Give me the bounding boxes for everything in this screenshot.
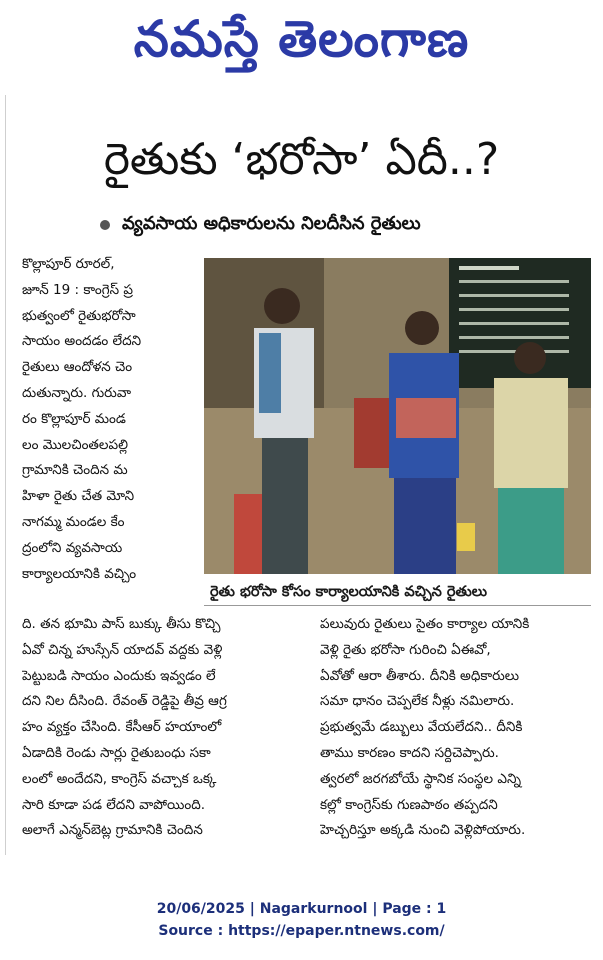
- page-footer: [0, 898, 603, 942]
- text-line: జూన్ 19 : కాంగ్రెస్ ప్ర: [22, 281, 133, 298]
- footer-date-edition: 20/06/2025 | Nagarkurnool | Page : 1: [156, 901, 447, 917]
- article-headline: రైతుకు ‘భరోసా’ ఏదీ..?: [103, 134, 500, 185]
- masthead: [0, 0, 603, 80]
- text-line: ది. తన భూమి పాస్ బుక్కు తీసు కొచ్చి: [22, 616, 221, 632]
- text-line: సమా ధానం చెప్పలేక నీళ్లు నమిలారు.: [320, 693, 515, 710]
- text-line: రైతులు ఆందోళన చెం: [22, 359, 133, 376]
- article-bottom-right-column: [320, 612, 596, 844]
- text-line: భుత్వంలో రైతుభరోసా: [22, 307, 136, 324]
- text-line: కార్యాలయానికి వచ్చిం: [22, 565, 137, 582]
- text-line: హెచ్చరిస్తూ అక్కడి నుంచి వెళ్లిపోయారు.: [320, 822, 526, 839]
- photo-caption: రైతు భరోసా కోసం కార్యాలయానికి వచ్చిన రైతులు: [204, 578, 591, 606]
- text-line: త్వరలో జరగబోయే స్థానిక సంస్థల ఎన్ని: [320, 770, 522, 787]
- article-left-column: [22, 252, 192, 587]
- text-line: లం మొలచింతలపల్లి: [22, 436, 128, 453]
- text-line: వెళ్లి రైతు భరోసా గురించి ఏఈవో,: [320, 641, 491, 658]
- text-line: కొల్లాపూర్ రూరల్,: [22, 256, 115, 272]
- text-line: నాగమ్మ మండల కేం: [22, 513, 125, 530]
- text-line: సారి కూడా పడ లేదని వాపోయింది.: [22, 796, 206, 813]
- subheadline-text: వ్యవసాయ అధికారులను నిలదీసిన రైతులు: [122, 212, 421, 234]
- text-line: రం కొల్లాపూర్ మండ: [22, 410, 126, 427]
- article-photo: [204, 258, 591, 574]
- page-edge-rule: [5, 95, 6, 855]
- article-bottom-left-column: [22, 612, 304, 844]
- text-line: లంలో అందేదని, కాంగ్రెస్ వచ్చాక ఒక్క: [22, 770, 217, 787]
- text-line: దుతున్నారు. గురువా: [22, 384, 131, 401]
- text-line: సాయం అందడం లేదని: [22, 333, 142, 350]
- text-line: పలువురు రైతులు సైతం కార్యాల యానికి: [320, 616, 530, 632]
- text-line: ఏవో చిన్న హుస్సేన్ యాదవ్ వద్దకు వెళ్లి: [22, 641, 223, 658]
- text-line: ఏవోతో ఆరా తీశారు. దీనికి అధికారులు: [320, 667, 520, 684]
- bullet-icon: [100, 220, 110, 230]
- footer-source-link[interactable]: Source : https://epaper.ntnews.com/: [158, 923, 445, 939]
- text-line: గ్రామానికి చెందిన మ: [22, 462, 128, 479]
- text-line: పెట్టుబడి సాయం ఎందుకు ఇవ్వడం లే: [22, 667, 216, 684]
- article-subheadline: [100, 210, 421, 240]
- text-line: హిళా రైతు చేత మోని: [22, 488, 135, 505]
- text-line: హం వ్యక్తం చేసింది. కేసీఆర్ హయాంలో: [22, 719, 222, 736]
- farmers-photo-illustration: [204, 258, 591, 574]
- text-line: అలాగే ఎన్మన్‌బెట్ల గ్రామానికి చెందిన: [22, 822, 203, 839]
- text-line: ద్రంలోని వ్యవసాయ: [22, 539, 123, 556]
- text-line: తాము కారణం కాదని సర్దిచెప్పారు.: [320, 744, 499, 761]
- text-line: ప్రభుత్వమే డబ్బులు వేయలేదని.. దీనికి: [320, 719, 523, 736]
- text-line: కల్లో కాంగ్రెస్‌కు గుణపాఠం తప్పదని: [320, 796, 498, 813]
- newspaper-logo: నమస్తే తెలంగాణ: [133, 10, 470, 68]
- text-line: దని నిల దీసింది. రేవంత్ రెడ్డిపై తీవ్ర ఆగ్ర: [22, 693, 227, 710]
- text-line: ఏడాదికి రెండు సార్లు రైతుబంధు సకా: [22, 744, 211, 761]
